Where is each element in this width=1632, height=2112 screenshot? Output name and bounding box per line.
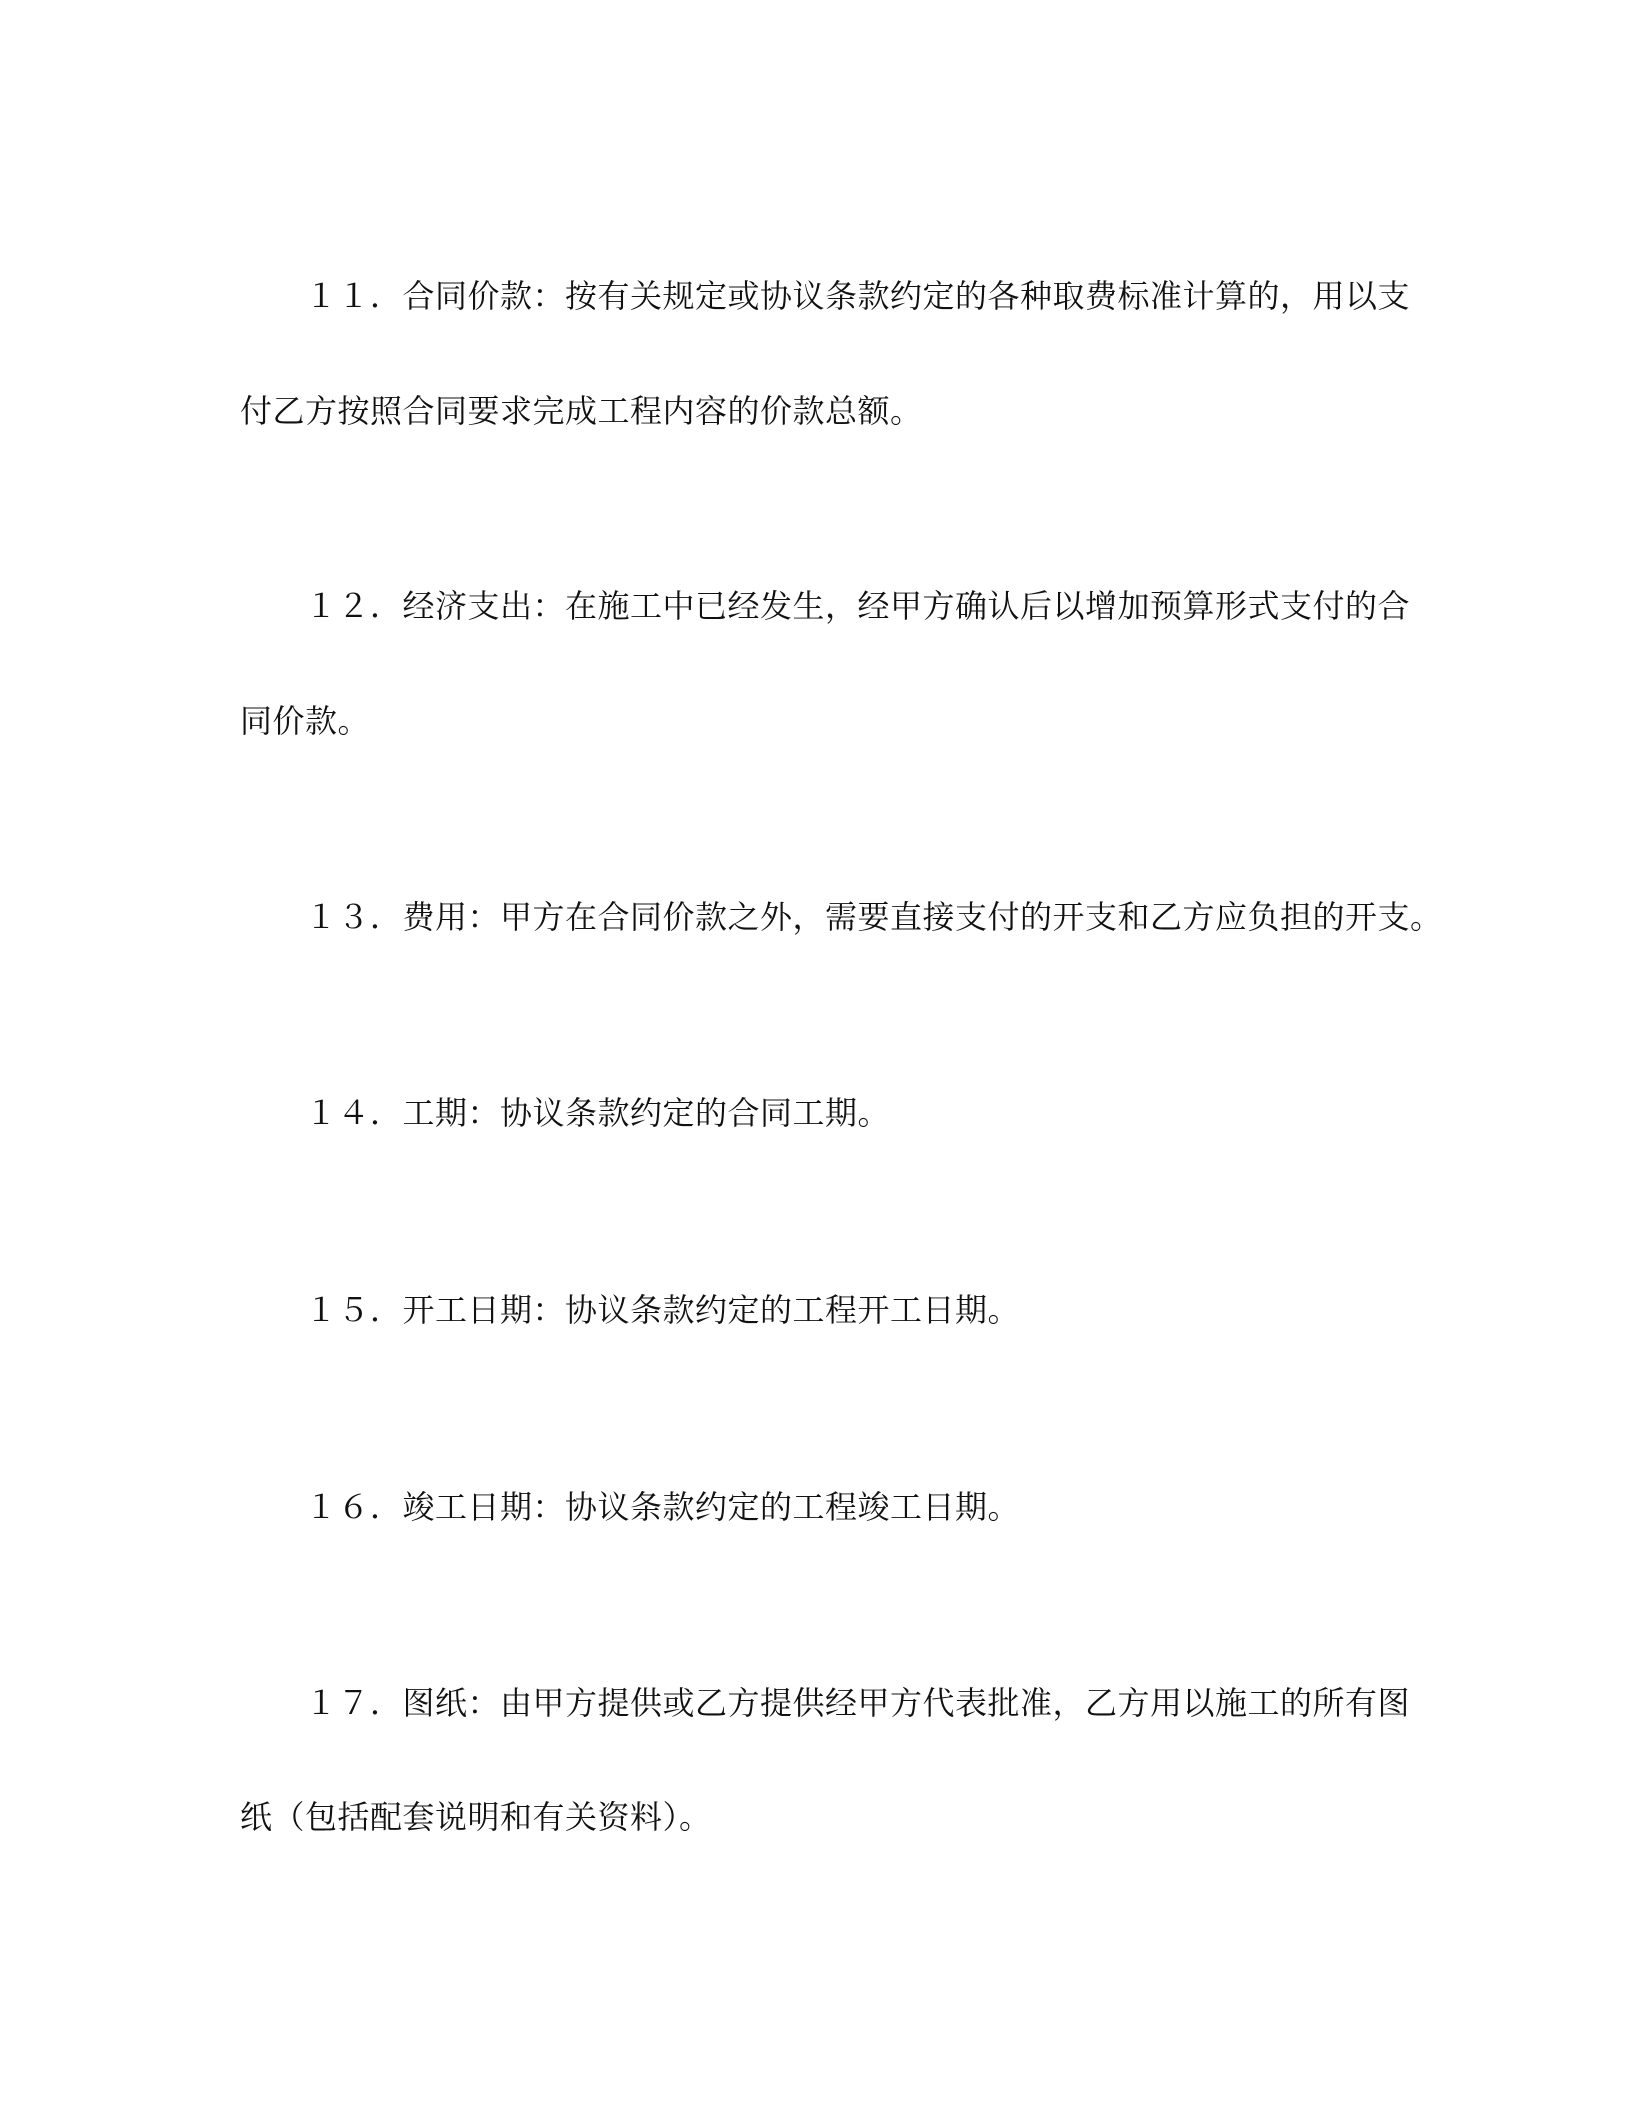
clause-12-line-2: 同价款。	[240, 702, 371, 740]
clause-17-line-1: １７．图纸：由甲方提供或乙方提供经甲方代表批准，乙方用以施工的所有图	[305, 1684, 1411, 1722]
clause-17-line-2: 纸（包括配套说明和有关资料）。	[240, 1798, 712, 1836]
clause-15-line-1: １５．开工日期：协议条款约定的工程开工日期。	[305, 1291, 1021, 1329]
clause-14-line-1: １４．工期：协议条款约定的合同工期。	[305, 1094, 891, 1132]
clause-13-line-1: １３．费用：甲方在合同价款之外，需要直接支付的开支和乙方应负担的开支。	[305, 898, 1443, 936]
clause-16-line-1: １６．竣工日期：协议条款约定的工程竣工日期。	[305, 1488, 1021, 1526]
clause-11-line-2: 付乙方按照合同要求完成工程内容的价款总额。	[240, 392, 923, 430]
clause-12-line-1: １２．经济支出：在施工中已经发生，经甲方确认后以增加预算形式支付的合	[305, 587, 1411, 625]
clause-11-line-1: １１．合同价款：按有关规定或协议条款约定的各种取费标准计算的，用以支	[305, 277, 1411, 315]
